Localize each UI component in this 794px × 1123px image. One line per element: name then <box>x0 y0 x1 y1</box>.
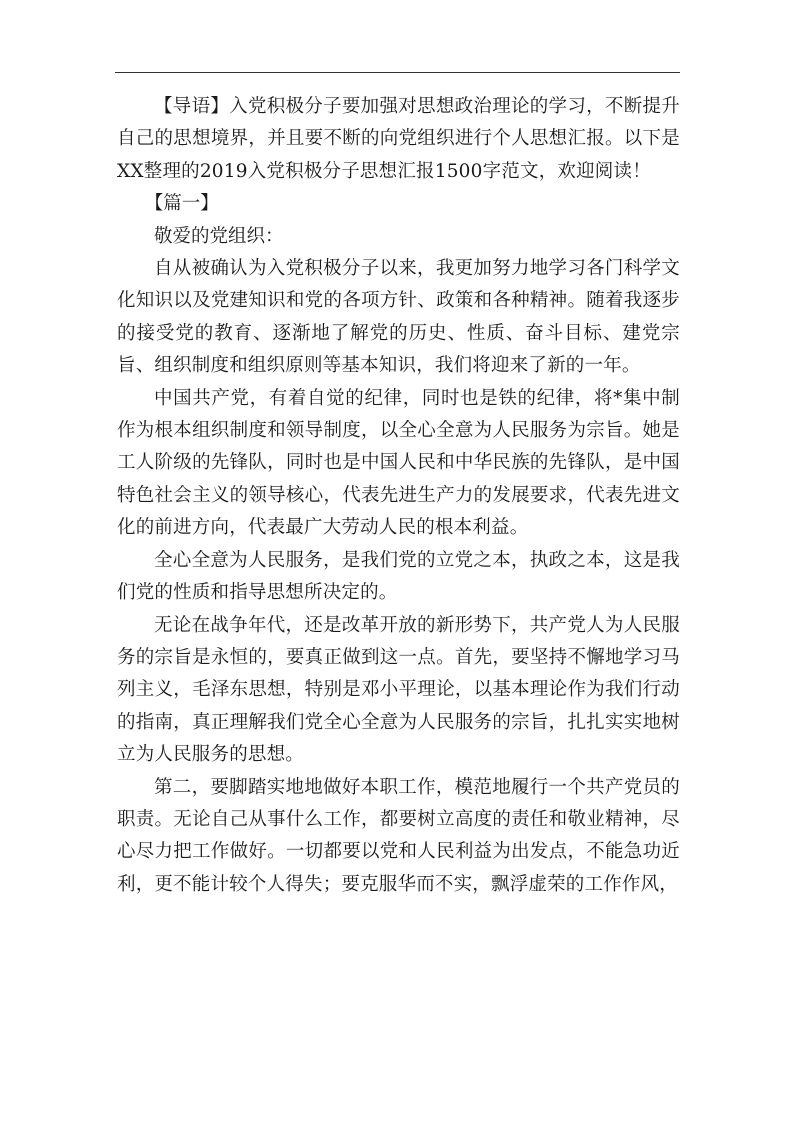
body-paragraph: 中国共产党，有着自觉的纪律，同时也是铁的纪律，将*集中制作为根本组织制度和领导制度，以全心全意为人民服务为宗旨。她是工人阶级的先锋队，同时也是中国人民和中华民族的先锋队，是中国特色社会主义的领导核心，代表先进生产力的发展要求，代表先进文化的前进方向，代表最广大劳动人民的根本利益。 <box>117 387 680 539</box>
body-paragraph: 全心全意为人民服务，是我们党的立党之本，执政之本，这是我们党的性质和指导思想所决定的。 <box>117 549 680 604</box>
document-body <box>117 91 680 901</box>
intro-paragraph: 【导语】入党积极分子要加强对思想政治理论的学习，不断提升自己的思想境界，并且要不断的向党组织进行个人思想汇报。以下是XX整理的2019入党积极分子思想汇报1500字范文，欢迎阅读！ <box>117 96 680 182</box>
salutation: 敬爱的党组织： <box>154 225 284 247</box>
body-paragraph: 自从被确认为入党积极分子以来，我更加努力地学习各门科学文化知识以及党建知识和党的各项方针、政策和各种精神。随着我逐步的接受党的教育、逐渐地了解党的历史、性质、奋斗目标、建党宗旨、组织制度和组织原则等基本知识，我们将迎来了新的一年。 <box>117 258 680 377</box>
header-rule <box>115 72 680 73</box>
section-heading: 【篇一】 <box>144 193 219 215</box>
body-paragraph: 第二，要脚踏实地地做好本职工作，模范地履行一个共产党员的职责。无论自己从事什么工作，都要树立高度的责任和敬业精神，尽心尽力把工作做好。一切都要以党和人民利益为出发点，不能急功近利，更不能计较个人得失；要克服华而不实，飘浮虚荣的工作作风， <box>117 776 680 895</box>
body-paragraph: 无论在战争年代，还是改革开放的新形势下，共产党人为人民服务的宗旨是永恒的，要真正做到这一点。首先，要坚持不懈地学习马列主义，毛泽东思想，特别是邓小平理论，以基本理论作为我们行动的指南，真正理解我们党全心全意为人民服务的宗旨，扎扎实实地树立为人民服务的思想。 <box>117 614 680 766</box>
